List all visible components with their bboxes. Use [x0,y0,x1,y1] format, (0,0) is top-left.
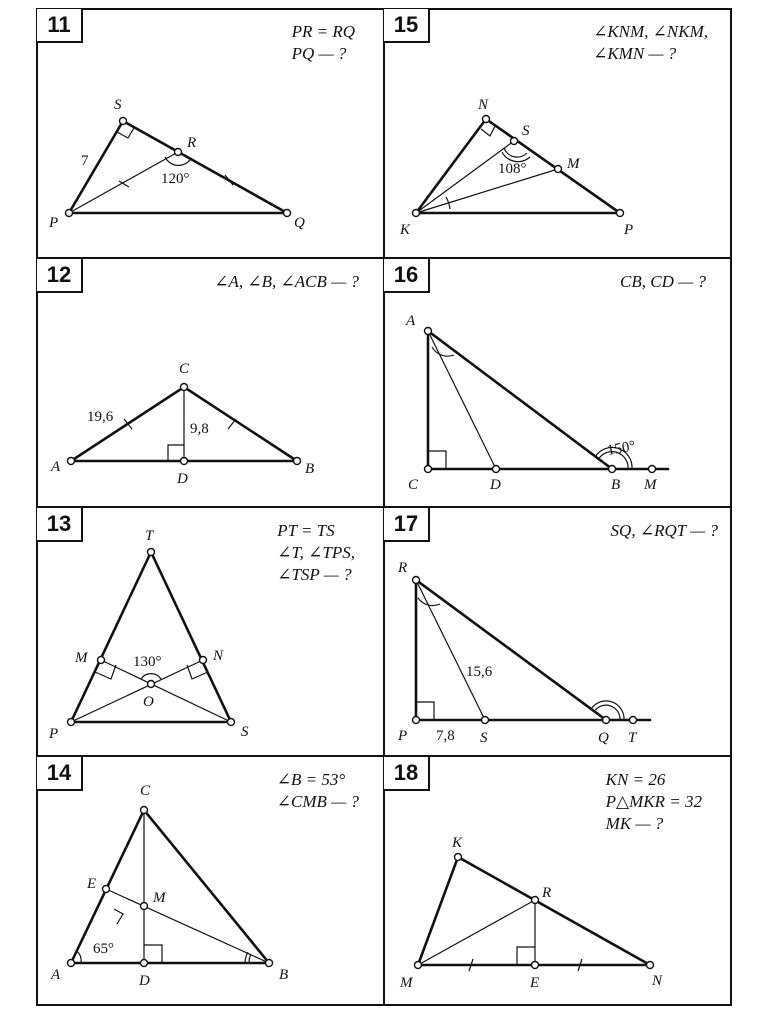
side-length-label: 19,6 [87,409,114,425]
point-label-m: M [567,156,580,172]
condition-line: ∠KNM, ∠NKM, [593,22,708,41]
point-label-a: A [51,967,61,983]
problem-11 [37,9,385,257]
point-label-c: C [408,477,419,493]
problem-number: 13 [37,508,83,542]
point-label-e: E [87,876,97,892]
point-label-s: S [114,97,122,113]
problem-13 [37,508,385,756]
condition-line: CB, CD — ? [620,272,706,291]
condition-line: SQ, ∠RQT — ? [610,521,718,540]
problem-15 [384,9,732,257]
angle-label: 150° [605,438,637,459]
point-label-p: P [624,222,634,238]
angle-label: 108° [498,161,527,177]
problem-number: 14 [37,757,83,791]
problem-16 [384,259,732,507]
point-label-r: R [398,560,408,576]
condition-line: ∠B = 53° [276,770,346,789]
point-label-n: N [652,973,663,989]
point-label-n: N [213,648,224,664]
triangle-diagram [37,757,385,1005]
condition-line: ∠KMN — ? [593,44,677,63]
point-label-m: M [400,975,413,991]
triangle-diagram [384,9,732,257]
point-label-k: K [400,222,411,238]
problem-14 [37,757,385,1005]
triangle-diagram [384,757,732,1005]
point-label-b: B [611,477,621,493]
point-label-t: T [628,730,637,746]
point-label-s: S [480,730,488,746]
point-label-p: P [398,728,408,744]
point-label-s: S [522,123,530,139]
problem-number: 18 [384,757,430,791]
angle-label: 120° [161,171,190,187]
point-label-m: M [644,477,657,493]
angle-label: 65° [93,941,114,957]
point-label-b: B [305,461,315,477]
point-label-a: A [51,459,61,475]
condition-line: KN = 26 [605,770,666,789]
point-label-d: D [490,477,501,493]
point-label-q: Q [598,730,609,746]
condition-line: PQ — ? [291,44,347,63]
problem-number: 17 [384,508,430,542]
triangle-diagram [37,259,385,507]
problem-number: 15 [384,9,430,43]
point-label-r: R [542,885,552,901]
point-label-q: Q [294,215,305,231]
point-label-r: R [187,135,197,151]
point-label-m: M [75,650,88,666]
problem-17 [384,508,732,756]
triangle-diagram [384,508,732,756]
point-label-s: S [241,724,249,740]
condition-line: PT = TS [277,521,335,540]
point-label-c: C [140,783,151,799]
triangle-diagram [384,259,732,507]
point-label-m: M [153,890,166,906]
condition-line: ∠TSP — ? [277,565,352,584]
point-label-d: D [139,973,150,989]
height-length-label: 9,8 [190,421,209,437]
problem-number: 16 [384,259,430,293]
point-label-b: B [279,967,289,983]
point-label-k: K [452,835,463,851]
problem-number: 12 [37,259,83,293]
condition-line: MK — ? [605,814,664,833]
point-label-n: N [478,97,489,113]
angle-label: 130° [133,654,162,670]
condition-line: PR = RQ [291,22,355,41]
point-label-c: C [179,361,190,377]
point-label-p: P [49,726,59,742]
base-length-label: 7,8 [436,728,455,744]
condition-line: ∠CMB — ? [276,792,359,811]
point-label-p: P [49,215,59,231]
triangle-diagram [37,508,385,756]
side-length-label: 7 [81,153,89,169]
hypotenuse-length-label: 15,6 [466,664,493,680]
triangle-diagram [37,9,385,257]
point-label-t: T [145,528,154,544]
condition-line: ∠A, ∠B, ∠ACB — ? [214,272,359,291]
problem-18 [384,757,732,1005]
problem-12 [37,259,385,507]
condition-line: ∠T, ∠TPS, [277,543,355,562]
point-label-o: O [143,694,154,710]
point-label-d: D [177,471,188,487]
point-label-e: E [530,975,540,991]
point-label-a: A [406,313,416,329]
condition-line: P△MKR = 32 [605,792,702,811]
problem-number: 11 [37,9,83,43]
